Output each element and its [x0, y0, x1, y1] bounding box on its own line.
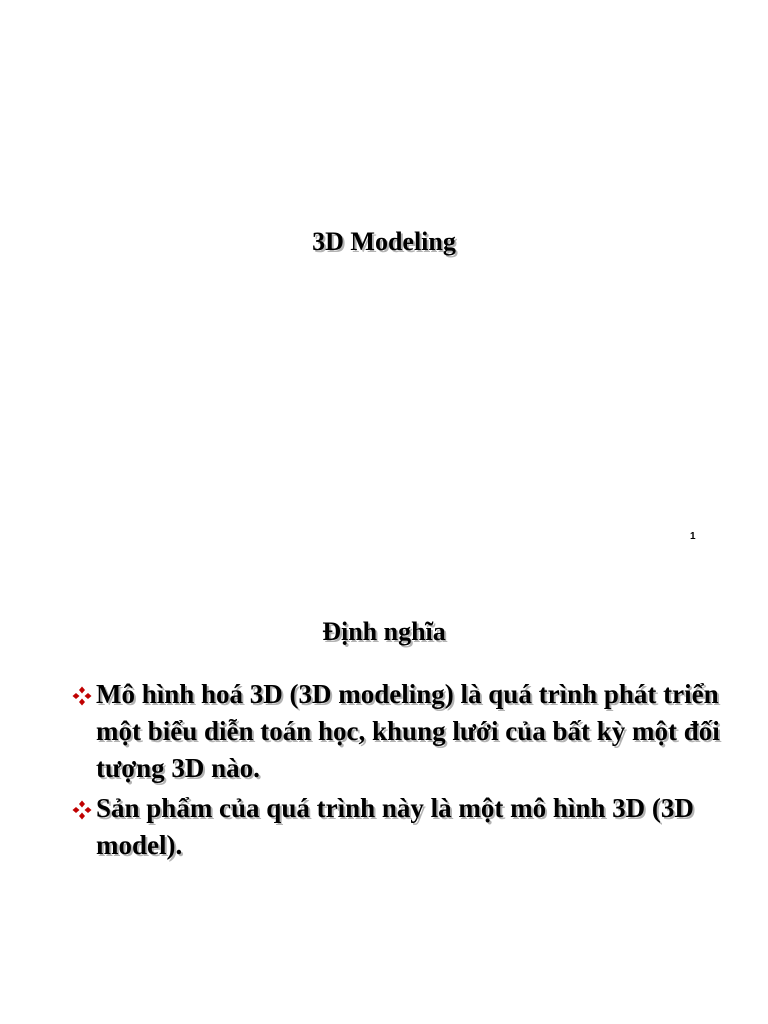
- list-item: [72, 790, 722, 864]
- bullet-text: Sản phẩm của quá trình này là một mô hình 3D (3D model).: [96, 793, 694, 860]
- red-diamond-bullet-icon: [72, 800, 92, 820]
- bullet-list: [72, 676, 722, 867]
- slide-title: 3D Modeling: [312, 227, 456, 256]
- red-diamond-bullet-icon: [72, 686, 92, 706]
- list-item: [72, 676, 722, 787]
- bullet-text: Mô hình hoá 3D (3D modeling) là quá trình phát triển một biểu diễn toán học, khung lưới của bất kỳ một đối tượng 3D nào.: [96, 679, 720, 783]
- section-heading: Định nghĩa: [322, 617, 446, 646]
- page-number: 1: [690, 531, 696, 542]
